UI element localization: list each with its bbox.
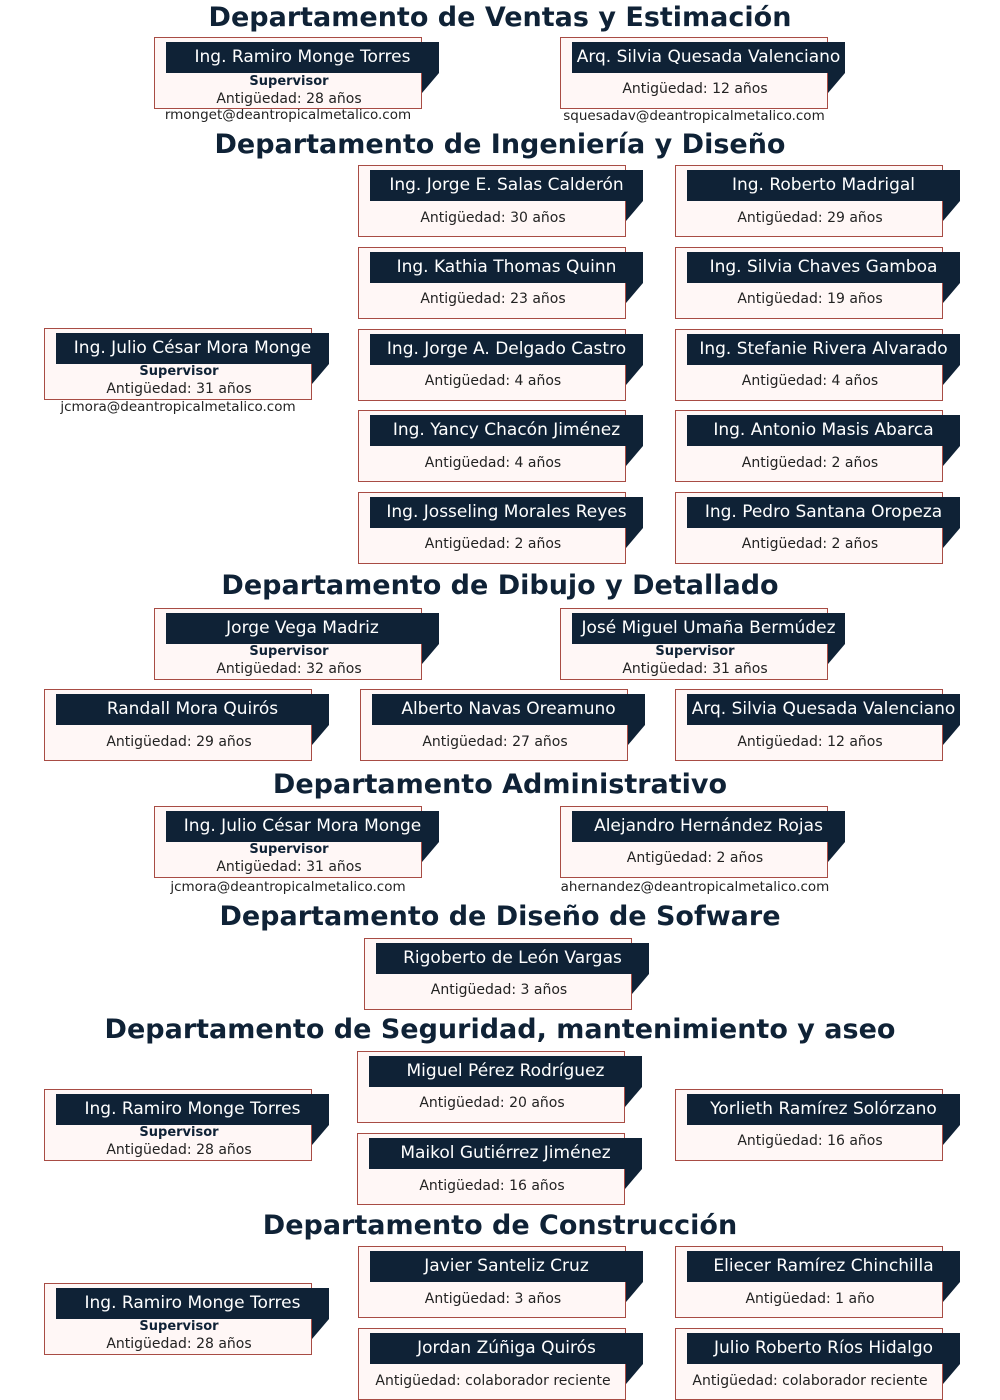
person-card: [154, 608, 422, 680]
person-name: Jorge Vega Madriz: [166, 613, 439, 644]
department-title-dibujo: Departamento de Dibujo y Detallado: [221, 570, 779, 601]
person-name: Javier Santeliz Cruz: [370, 1251, 643, 1282]
seniority-text: Antigüedad: 16 años: [419, 1178, 565, 1194]
role-label: Supervisor: [655, 644, 735, 659]
seniority-text: Antigüedad: 30 años: [420, 210, 566, 226]
person-card: [154, 806, 422, 878]
person-name: Ing. Jorge A. Delgado Castro: [370, 334, 643, 365]
person-name: Alberto Navas Oreamuno: [372, 694, 645, 725]
email-text[interactable]: jcmora@deantropicalmetalico.com: [170, 879, 406, 895]
role-label: Supervisor: [249, 842, 329, 857]
seniority-text: Antigüedad: 28 años: [106, 1142, 252, 1158]
person-name: Ing. Kathia Thomas Quinn: [370, 252, 643, 283]
seniority-text: Antigüedad: 31 años: [216, 859, 362, 875]
role-label: Supervisor: [139, 1319, 219, 1334]
person-card: [675, 165, 943, 237]
department-title-software: Departamento de Diseño de Sofware: [219, 901, 781, 932]
person-card: [358, 1328, 626, 1400]
person-name: Ing. Yancy Chacón Jiménez: [370, 415, 643, 446]
role-label: Supervisor: [249, 644, 329, 659]
seniority-text: Antigüedad: 4 años: [424, 455, 562, 471]
person-card: [357, 1133, 625, 1205]
person-name: Ing. Ramiro Monge Torres: [56, 1288, 329, 1319]
seniority-text: Antigüedad: 19 años: [737, 291, 883, 307]
seniority-text: Antigüedad: 28 años: [106, 1336, 252, 1352]
person-name: Ing. Pedro Santana Oropeza: [687, 497, 960, 528]
person-name: Ing. Antonio Masis Abarca: [687, 415, 960, 446]
seniority-text: Antigüedad: 32 años: [216, 661, 362, 677]
person-card: [358, 247, 626, 319]
seniority-text: Antigüedad: 20 años: [419, 1095, 565, 1111]
person-name: Maikol Gutiérrez Jiménez: [369, 1138, 642, 1169]
person-card: [560, 806, 828, 878]
seniority-text: Antigüedad: 16 años: [737, 1133, 883, 1149]
person-name: Ing. Stefanie Rivera Alvarado: [687, 334, 960, 365]
person-card: [357, 1051, 625, 1123]
person-name: Ing. Silvia Chaves Gamboa: [687, 252, 960, 283]
seniority-text: Antigüedad: 28 años: [216, 91, 362, 107]
person-card: [675, 410, 943, 482]
seniority-text: Antigüedad: 12 años: [737, 734, 883, 750]
seniority-text: Antigüedad: 23 años: [420, 291, 566, 307]
seniority-text: Antigüedad: 29 años: [737, 210, 883, 226]
person-card: [560, 608, 836, 680]
person-card: [358, 492, 626, 564]
person-name: Ing. Julio César Mora Monge: [56, 333, 329, 364]
seniority-text: Antigüedad: 29 años: [106, 734, 252, 750]
person-name: Ing. Roberto Madrigal: [687, 170, 960, 201]
seniority-text: Antigüedad: colaborador reciente: [692, 1373, 928, 1389]
person-card: [675, 1246, 943, 1318]
person-card: [154, 37, 422, 109]
role-label: Supervisor: [249, 74, 329, 89]
person-name: Yorlieth Ramírez Solórzano: [687, 1094, 960, 1125]
seniority-text: Antigüedad: 3 años: [430, 982, 568, 998]
person-card: [675, 689, 956, 761]
person-card: [44, 1089, 312, 1161]
person-name: Rigoberto de León Vargas: [376, 943, 649, 974]
department-title-ingenieria: Departamento de Ingeniería y Diseño: [214, 129, 786, 160]
person-name: José Miguel Umaña Bermúdez: [572, 613, 845, 644]
email-text[interactable]: ahernandez@deantropicalmetalico.com: [560, 879, 830, 895]
person-card: [44, 689, 312, 761]
department-title-construccion: Departamento de Construcción: [262, 1210, 738, 1241]
person-card: [560, 37, 841, 109]
person-card: [364, 938, 632, 1010]
person-card: [675, 247, 943, 319]
person-card: [675, 329, 948, 401]
person-card: [675, 492, 943, 564]
role-label: Supervisor: [139, 1125, 219, 1140]
person-card: [358, 165, 626, 237]
person-card: [675, 1089, 943, 1161]
person-card: [44, 1283, 312, 1355]
person-name: Miguel Pérez Rodríguez: [369, 1056, 642, 1087]
person-name: Julio Roberto Ríos Hidalgo: [687, 1333, 960, 1364]
email-text[interactable]: jcmora@deantropicalmetalico.com: [60, 399, 296, 415]
seniority-text: Antigüedad: 12 años: [622, 81, 768, 97]
person-card: [675, 1328, 943, 1400]
seniority-text: Antigüedad: 31 años: [106, 381, 252, 397]
person-name: Arq. Silvia Quesada Valenciano: [572, 42, 845, 73]
person-name: Ing. Jorge E. Salas Calderón: [370, 170, 643, 201]
role-label: Supervisor: [139, 364, 219, 379]
person-name: Randall Mora Quirós: [56, 694, 329, 725]
person-card: [44, 328, 312, 400]
person-name: Jordan Zúñiga Quirós: [370, 1333, 643, 1364]
email-text[interactable]: squesadav@deantropicalmetalico.com: [563, 108, 825, 124]
seniority-text: Antigüedad: 2 años: [741, 536, 879, 552]
seniority-text: Antigüedad: 2 años: [626, 850, 764, 866]
seniority-text: Antigüedad: 4 años: [741, 373, 879, 389]
person-card: [358, 329, 626, 401]
person-card: [358, 410, 626, 482]
seniority-text: Antigüedad: 2 años: [741, 455, 879, 471]
seniority-text: Antigüedad: 2 años: [424, 536, 562, 552]
seniority-text: Antigüedad: 3 años: [424, 1291, 562, 1307]
department-title-seguridad: Departamento de Seguridad, mantenimiento y aseo: [104, 1014, 896, 1045]
seniority-text: Antigüedad: 1 año: [745, 1291, 875, 1307]
person-name: Eliecer Ramírez Chinchilla: [687, 1251, 960, 1282]
person-card: [360, 689, 628, 761]
person-name: Ing. Ramiro Monge Torres: [56, 1094, 329, 1125]
seniority-text: Antigüedad: colaborador reciente: [375, 1373, 611, 1389]
email-text[interactable]: rmonget@deantropicalmetalico.com: [164, 107, 412, 123]
seniority-text: Antigüedad: 31 años: [622, 661, 768, 677]
person-name: Alejandro Hernández Rojas: [572, 811, 845, 842]
department-title-ventas: Departamento de Ventas y Estimación: [208, 2, 792, 33]
seniority-text: Antigüedad: 27 años: [422, 734, 568, 750]
department-title-administrativo: Departamento Administrativo: [272, 769, 728, 800]
person-name: Ing. Julio César Mora Monge: [166, 811, 439, 842]
person-name: Arq. Silvia Quesada Valenciano: [687, 694, 960, 725]
seniority-text: Antigüedad: 4 años: [424, 373, 562, 389]
person-name: Ing. Josseling Morales Reyes: [370, 497, 643, 528]
person-card: [358, 1246, 626, 1318]
person-name: Ing. Ramiro Monge Torres: [166, 42, 439, 73]
